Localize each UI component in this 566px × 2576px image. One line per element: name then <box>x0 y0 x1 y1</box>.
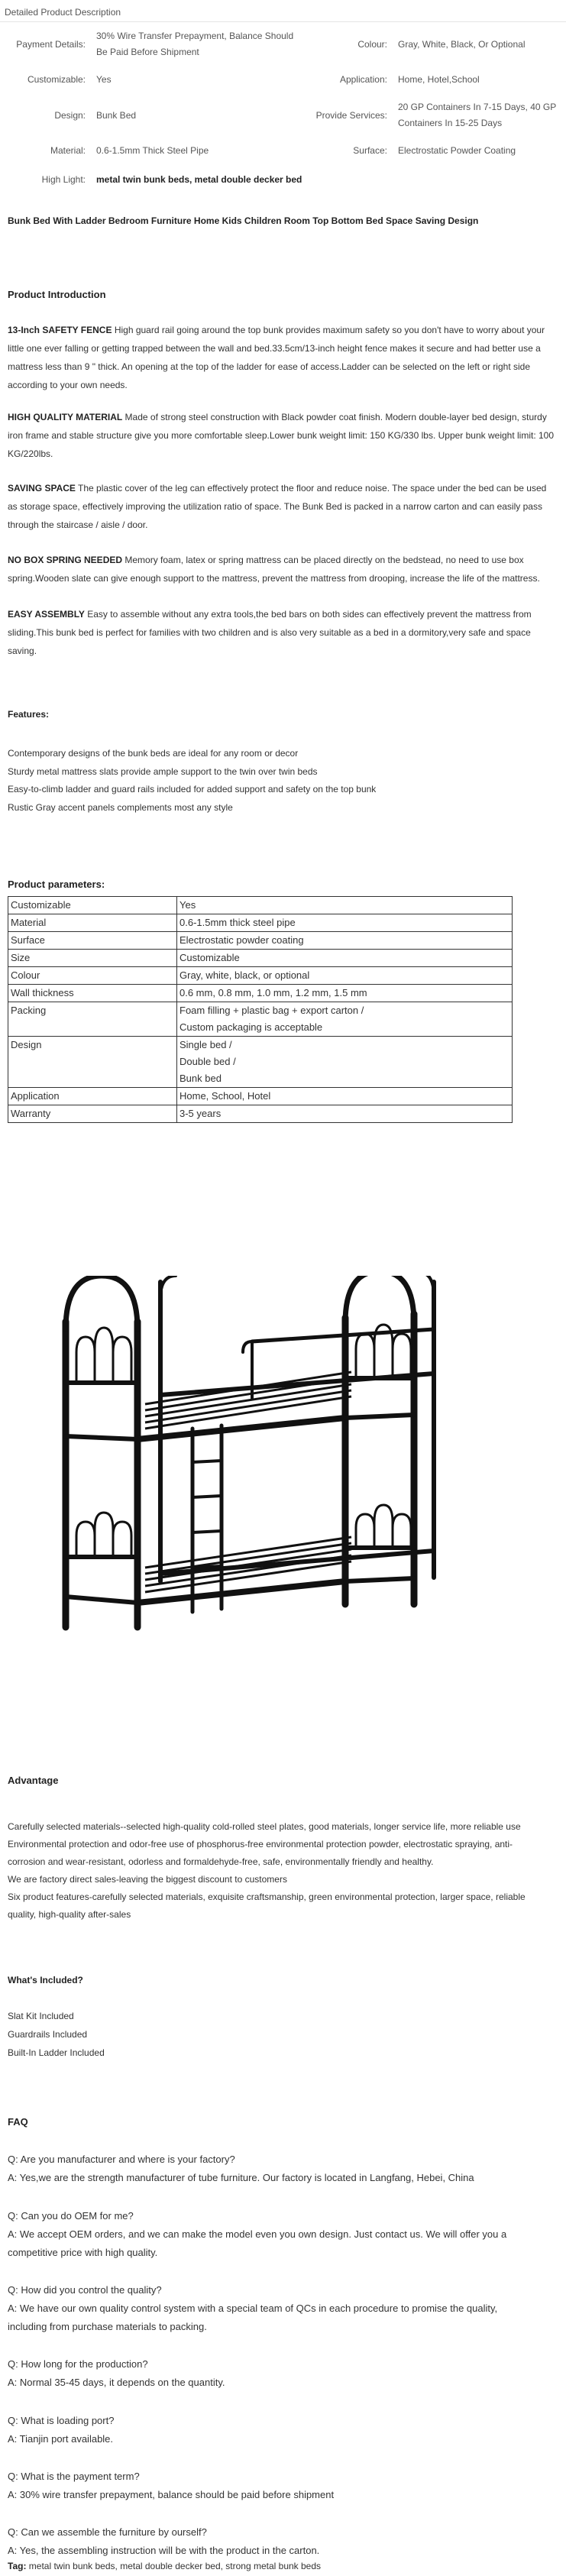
intro-lead: SAVING SPACE <box>8 483 76 494</box>
faq-question: Q: What is loading port? <box>8 2415 115 2426</box>
spec-value: 0.6-1.5mm Thick Steel Pipe <box>96 145 209 156</box>
param-row <box>8 897 513 914</box>
intro-text: Easy to assemble without any extra tools,the bed bars on both sides can effectively prevent the mattress from sliding.This bunk bed is perfect for families with two children and is also very suitable as a bed in a dormitory,very safe and space saving. <box>8 609 532 656</box>
param-value: Customizable <box>177 950 513 967</box>
faq-answer: A: Normal 35-45 days, it depends on the quantity. <box>8 2377 225 2388</box>
param-row <box>8 1088 513 1105</box>
param-value: Yes <box>177 897 513 914</box>
param-key: Material <box>8 914 177 932</box>
faq-answer: A: We have our own quality control system with a special team of QCs in each procedure to promise the quality, <box>8 2303 498 2314</box>
param-key: Size <box>8 950 177 967</box>
param-value-line: Double bed / <box>180 1056 236 1067</box>
param-row <box>8 1105 513 1123</box>
intro-lead: EASY ASSEMBLY <box>8 609 85 620</box>
faq-question: Q: How long for the production? <box>8 2358 148 2370</box>
intro-paragraph <box>8 605 558 660</box>
param-value-line: Bunk bed <box>180 1073 222 1084</box>
section-header: Detailed Product Description <box>5 7 121 18</box>
advantage-heading: Advantage <box>8 1775 59 1786</box>
intro-lead: 13-Inch SAFETY FENCE <box>8 325 112 335</box>
faq-question: Q: How did you control the quality? <box>8 2284 162 2296</box>
param-row <box>8 914 513 932</box>
product-title: Bunk Bed With Ladder Bedroom Furniture Home Kids Children Room Top Bottom Bed Space Saving Design <box>8 215 479 226</box>
faq-question: Q: Can we assemble the furniture by ourself? <box>8 2526 207 2538</box>
param-key: Packing <box>8 1002 177 1037</box>
param-value-line: Foam filling + plastic bag + export carton / <box>180 1005 364 1016</box>
param-value: 0.6-1.5mm thick steel pipe <box>177 914 513 932</box>
advantage-line: corrosion and wear-resistant, odorless and formaldehyde-free, safe, environmentally friendly and healthy. <box>8 1856 434 1867</box>
parameters-heading: Product parameters: <box>8 879 105 890</box>
advantage-line: quality, high-quality after-sales <box>8 1909 131 1920</box>
faq-heading: FAQ <box>8 2116 28 2128</box>
feature-item: Contemporary designs of the bunk beds are ideal for any room or decor <box>8 748 299 759</box>
spec-label: Colour: <box>357 38 387 50</box>
intro-paragraph <box>8 479 558 534</box>
param-row <box>8 1037 513 1088</box>
included-item: Slat Kit Included <box>8 2011 74 2021</box>
intro-lead: NO BOX SPRING NEEDED <box>8 555 123 565</box>
included-item: Built-In Ladder Included <box>8 2047 105 2058</box>
faq-answer: A: We accept OEM orders, and we can make the model even you own design. Just contact us. We will offer you a <box>8 2228 507 2240</box>
spec-label: Material: <box>50 145 86 156</box>
intro-paragraph <box>8 408 558 463</box>
spec-label: Provide Services: <box>315 109 387 121</box>
spec-label: Application: <box>339 74 387 85</box>
tag-links[interactable]: metal twin bunk beds, metal double decker bed, strong metal bunk beds <box>28 2561 322 2571</box>
advantage-line: Carefully selected materials--selected high-quality cold-rolled steel plates, good materials, longer service life, more reliable use <box>8 1821 521 1832</box>
param-key: Surface <box>8 932 177 950</box>
bunk-bed-image <box>61 1276 474 1635</box>
feature-item: Sturdy metal mattress slats provide ample support to the twin over twin beds <box>8 766 318 777</box>
highlight-value: metal twin bunk beds, metal double decker bed <box>96 173 302 185</box>
highlight-label: High Light: <box>41 173 86 185</box>
faq-answer: A: Yes,we are the strength manufacturer of tube furniture. Our factory is located in Langfang, Hebei, China <box>8 2172 474 2183</box>
param-key: Wall thickness <box>8 985 177 1002</box>
param-value <box>177 1037 513 1088</box>
intro-paragraph <box>8 551 558 587</box>
feature-item: Rustic Gray accent panels complements most any style <box>8 802 233 813</box>
intro-text: High guard rail going around the top bunk provides maximum safety so you don't have to worry about your little one ever falling or getting trapped between the wall and bed.33.5cm/13-inch height fence makes it secure and had better use a mattress less than 9 " thick. An opening at the top of the ladder for ease of access.Ladder can be selected on the left or right side according to your own needs. <box>8 325 545 390</box>
spec-label: Customizable: <box>27 74 86 85</box>
param-value: Gray, white, black, or optional <box>177 967 513 985</box>
faq-answer: A: 30% wire transfer prepayment, balance should be paid before shipment <box>8 2489 335 2500</box>
intro-paragraph <box>8 321 558 394</box>
param-value-line: Custom packaging is acceptable <box>180 1021 323 1033</box>
param-key: Design <box>8 1037 177 1088</box>
divider <box>0 21 566 22</box>
spec-value: Home, Hotel,School <box>398 74 480 85</box>
faq-answer: A: Tianjin port available. <box>8 2433 114 2445</box>
param-row <box>8 1002 513 1037</box>
spec-value: Electrostatic Powder Coating <box>398 145 516 156</box>
param-value <box>177 1002 513 1037</box>
faq-question: Q: Are you manufacturer and where is your factory? <box>8 2154 235 2165</box>
param-row <box>8 967 513 985</box>
intro-lead: HIGH QUALITY MATERIAL <box>8 412 123 422</box>
feature-item: Easy-to-climb ladder and guard rails included for added support and safety on the top bunk <box>8 784 377 794</box>
faq-question: Q: What is the payment term? <box>8 2471 140 2482</box>
spec-table <box>0 26 566 191</box>
spec-value: 20 GP Containers In 7-15 Days, 40 GP Containers In 15-25 Days <box>398 102 557 128</box>
spec-label: Design: <box>54 109 86 121</box>
param-key: Customizable <box>8 897 177 914</box>
faq-answer: competitive price with high quality. <box>8 2247 158 2258</box>
intro-text: Memory foam, latex or spring mattress can be placed directly on the bedstead, no need to use box spring.Wooden slate can give enough support to the mattress, prevent the mattress from drooping, increase the life of the mattress. <box>8 555 540 584</box>
included-item: Guardrails Included <box>8 2029 88 2040</box>
advantage-line: Six product features-carefully selected materials, exquisite craftsmanship, green environmental protection, larger space, reliable <box>8 1892 526 1902</box>
included-heading: What's Included? <box>8 1975 83 1985</box>
spec-value: Gray, White, Black, Or Optional <box>398 38 526 50</box>
spec-value: Bunk Bed <box>96 109 137 121</box>
features-heading: Features: <box>8 709 50 720</box>
spec-value: 30% Wire Transfer Prepayment, Balance Should Be Paid Before Shipment <box>96 31 294 57</box>
spec-value: Yes <box>96 74 112 85</box>
param-key: Application <box>8 1088 177 1105</box>
param-key: Colour <box>8 967 177 985</box>
param-value: 0.6 mm, 0.8 mm, 1.0 mm, 1.2 mm, 1.5 mm <box>177 985 513 1002</box>
tag-label: Tag: <box>8 2561 27 2571</box>
param-value-line: Single bed / <box>180 1039 232 1050</box>
intro-text: Made of strong steel construction with Black powder coat finish. Modern double-layer bed design, sturdy iron frame and stable structure give you more comfortable sleep.Lower bunk weight limit: 150 KG/330 lbs. Upper bunk weight limit: 100 KG/220lbs. <box>8 412 555 459</box>
param-row <box>8 985 513 1002</box>
parameters-table <box>8 896 513 1123</box>
spec-label: Payment Details: <box>16 38 86 50</box>
faq-question: Q: Can you do OEM for me? <box>8 2210 134 2222</box>
faq-answer: A: Yes, the assembling instruction will be with the product in the carton. <box>8 2545 320 2556</box>
param-row <box>8 950 513 967</box>
intro-text: The plastic cover of the leg can effectively protect the floor and reduce noise. The space under the bed can be used as storage space, effectively improving the utilization ratio of space. The Bunk Bed is packed in a narrow carton and can easily pass through the staircase / aisle / door. <box>8 483 547 530</box>
param-row <box>8 932 513 950</box>
faq-answer: including from purchase materials to packing. <box>8 2321 207 2332</box>
advantage-line: We are factory direct sales-leaving the biggest discount to customers <box>8 1874 287 1885</box>
param-value: Electrostatic powder coating <box>177 932 513 950</box>
param-key: Warranty <box>8 1105 177 1123</box>
param-value: 3-5 years <box>177 1105 513 1123</box>
intro-heading: Product Introduction <box>8 289 106 300</box>
param-value: Home, School, Hotel <box>177 1088 513 1105</box>
tag-line <box>8 2561 321 2571</box>
spec-label: Surface: <box>353 145 387 156</box>
advantage-line: Environmental protection and odor-free use of phosphorus-free environmental protection powder, electrostatic spraying, anti- <box>8 1839 513 1849</box>
